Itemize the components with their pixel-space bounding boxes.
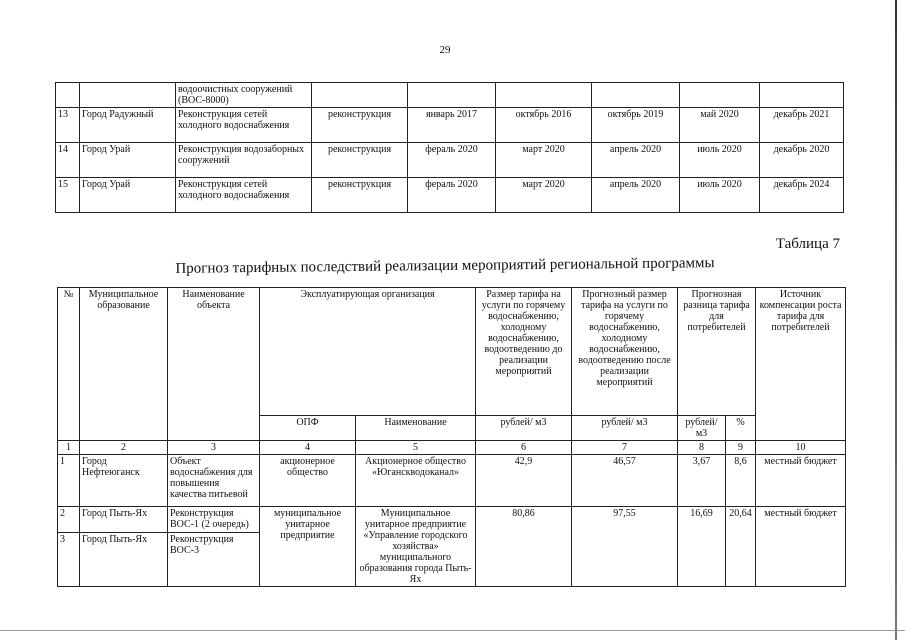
tariff-before-cell: 80,86 [476, 507, 572, 587]
city-cell [80, 83, 176, 108]
date-cell: январь 2017 [408, 108, 496, 143]
page-number: 29 [439, 44, 451, 56]
table-label: Таблица 7 [775, 236, 840, 252]
object-cell: Реконструкция сетей холодного водоснабжения [176, 108, 312, 143]
date-cell: октябрь 2016 [496, 108, 592, 143]
column-number: 10 [756, 441, 846, 455]
row-number: 3 [58, 533, 80, 587]
city-cell: Город Радужный [80, 108, 176, 143]
object-cell: Реконструкция сетей холодного водоснабжения [176, 178, 312, 213]
column-number: 7 [572, 441, 678, 455]
date-cell [408, 83, 496, 108]
header-operator: Эксплуатирующая организация [260, 288, 476, 416]
header-tariff-before: Размер тарифа на услуги по горячему водоснабжению, холодному водоснабжению, водоотведению до реализации мероприятий [476, 288, 572, 416]
column-number: 9 [726, 441, 756, 455]
date-cell [592, 83, 680, 108]
percent-cell: 8,6 [726, 455, 756, 507]
header-municipality: Муниципальное образование [80, 288, 168, 441]
date-cell [760, 83, 844, 108]
header-diff: Прогнозная разница тарифа для потребителей [678, 288, 756, 416]
scan-bottom-edge [0, 630, 905, 631]
date-cell: декабрь 2024 [760, 178, 844, 213]
table-row [58, 507, 846, 533]
source-cell: местный бюджет [756, 507, 846, 587]
column-number: 6 [476, 441, 572, 455]
municipality-cell: Город Пыть-Ях [80, 533, 168, 587]
row-number: 1 [58, 455, 80, 507]
tariff-forecast-table [57, 287, 846, 587]
source-cell: местный бюджет [756, 455, 846, 507]
row-number: 2 [58, 507, 80, 533]
column-number: 4 [260, 441, 356, 455]
city-cell: Город Урай [80, 178, 176, 213]
column-number-row [58, 441, 846, 455]
schedule-table [55, 82, 844, 213]
opf-cell: акционерное общество [260, 455, 356, 507]
object-cell: Объект водоснабжения для повышения качества питьевой [168, 455, 260, 507]
date-cell: март 2020 [496, 143, 592, 178]
table-row [56, 143, 844, 178]
row-number: 15 [56, 178, 80, 213]
type-cell [312, 83, 408, 108]
diff-cell: 3,67 [678, 455, 726, 507]
date-cell: июль 2020 [680, 143, 760, 178]
object-cell: Реконструкция ВОС-1 (2 очередь) [168, 507, 260, 533]
column-number: 3 [168, 441, 260, 455]
row-number: 14 [56, 143, 80, 178]
diff-cell: 16,69 [678, 507, 726, 587]
table-row [56, 83, 844, 108]
operator-name-cell: Акционерное общество «Юганскводоканал» [356, 455, 476, 507]
object-cell: Реконструкция водозаборных сооружений [176, 143, 312, 178]
column-number: 8 [678, 441, 726, 455]
header-row [58, 288, 846, 416]
header-object: Наименование объекта [168, 288, 260, 441]
header-unit-diff: рублей/ м3 [678, 416, 726, 441]
column-number: 5 [356, 441, 476, 455]
table-title: Прогноз тарифных последствий реализации мероприятий региональной программы [175, 255, 715, 277]
date-cell: декабрь 2021 [760, 108, 844, 143]
column-number: 2 [80, 441, 168, 455]
operator-name-cell: Муниципальное унитарное предприятие «Управление городского хозяйства» муниципального образования города Пыть-Ях [356, 507, 476, 587]
opf-cell: муниципальное унитарное предприятие [260, 507, 356, 587]
date-cell: октябрь 2019 [592, 108, 680, 143]
tariff-after-cell: 97,55 [572, 507, 678, 587]
column-number: 1 [58, 441, 80, 455]
date-cell: ферaль 2020 [408, 143, 496, 178]
date-cell: май 2020 [680, 108, 760, 143]
object-cell: водоочистных сооружений (ВОС-8000) [176, 83, 312, 108]
type-cell: реконструкция [312, 108, 408, 143]
type-cell: реконструкция [312, 178, 408, 213]
table-row [58, 455, 846, 507]
date-cell [680, 83, 760, 108]
row-number: 13 [56, 108, 80, 143]
header-opf: ОПФ [260, 416, 356, 441]
date-cell: ферaль 2020 [408, 178, 496, 213]
table-row [56, 178, 844, 213]
tariff-before-cell: 42,9 [476, 455, 572, 507]
municipality-cell: Город Пыть-Ях [80, 507, 168, 533]
object-cell: Реконструкция ВОС-3 [168, 533, 260, 587]
header-tariff-after: Прогнозный размер тарифа на услуги по горячему водоснабжению, холодному водоснабжению, водоотведению после реализации мероприятий [572, 288, 678, 416]
header-percent: % [726, 416, 756, 441]
type-cell: реконструкция [312, 143, 408, 178]
date-cell: декабрь 2020 [760, 143, 844, 178]
header-unit-after: рублей/ м3 [572, 416, 678, 441]
city-cell: Город Урай [80, 143, 176, 178]
date-cell: апрель 2020 [592, 178, 680, 213]
table-row [56, 108, 844, 143]
date-cell: март 2020 [496, 178, 592, 213]
row-number [56, 83, 80, 108]
date-cell: июль 2020 [680, 178, 760, 213]
tariff-after-cell: 46,57 [572, 455, 678, 507]
header-unit-before: рублей/ м3 [476, 416, 572, 441]
date-cell: апрель 2020 [592, 143, 680, 178]
header-source: Источник компенсации роста тарифа для потребителей [756, 288, 846, 441]
scan-edge [895, 0, 897, 640]
date-cell [496, 83, 592, 108]
header-num: № [58, 288, 80, 441]
header-name: Наименование [356, 416, 476, 441]
percent-cell: 20,64 [726, 507, 756, 587]
municipality-cell: Город Нефтеюганск [80, 455, 168, 507]
